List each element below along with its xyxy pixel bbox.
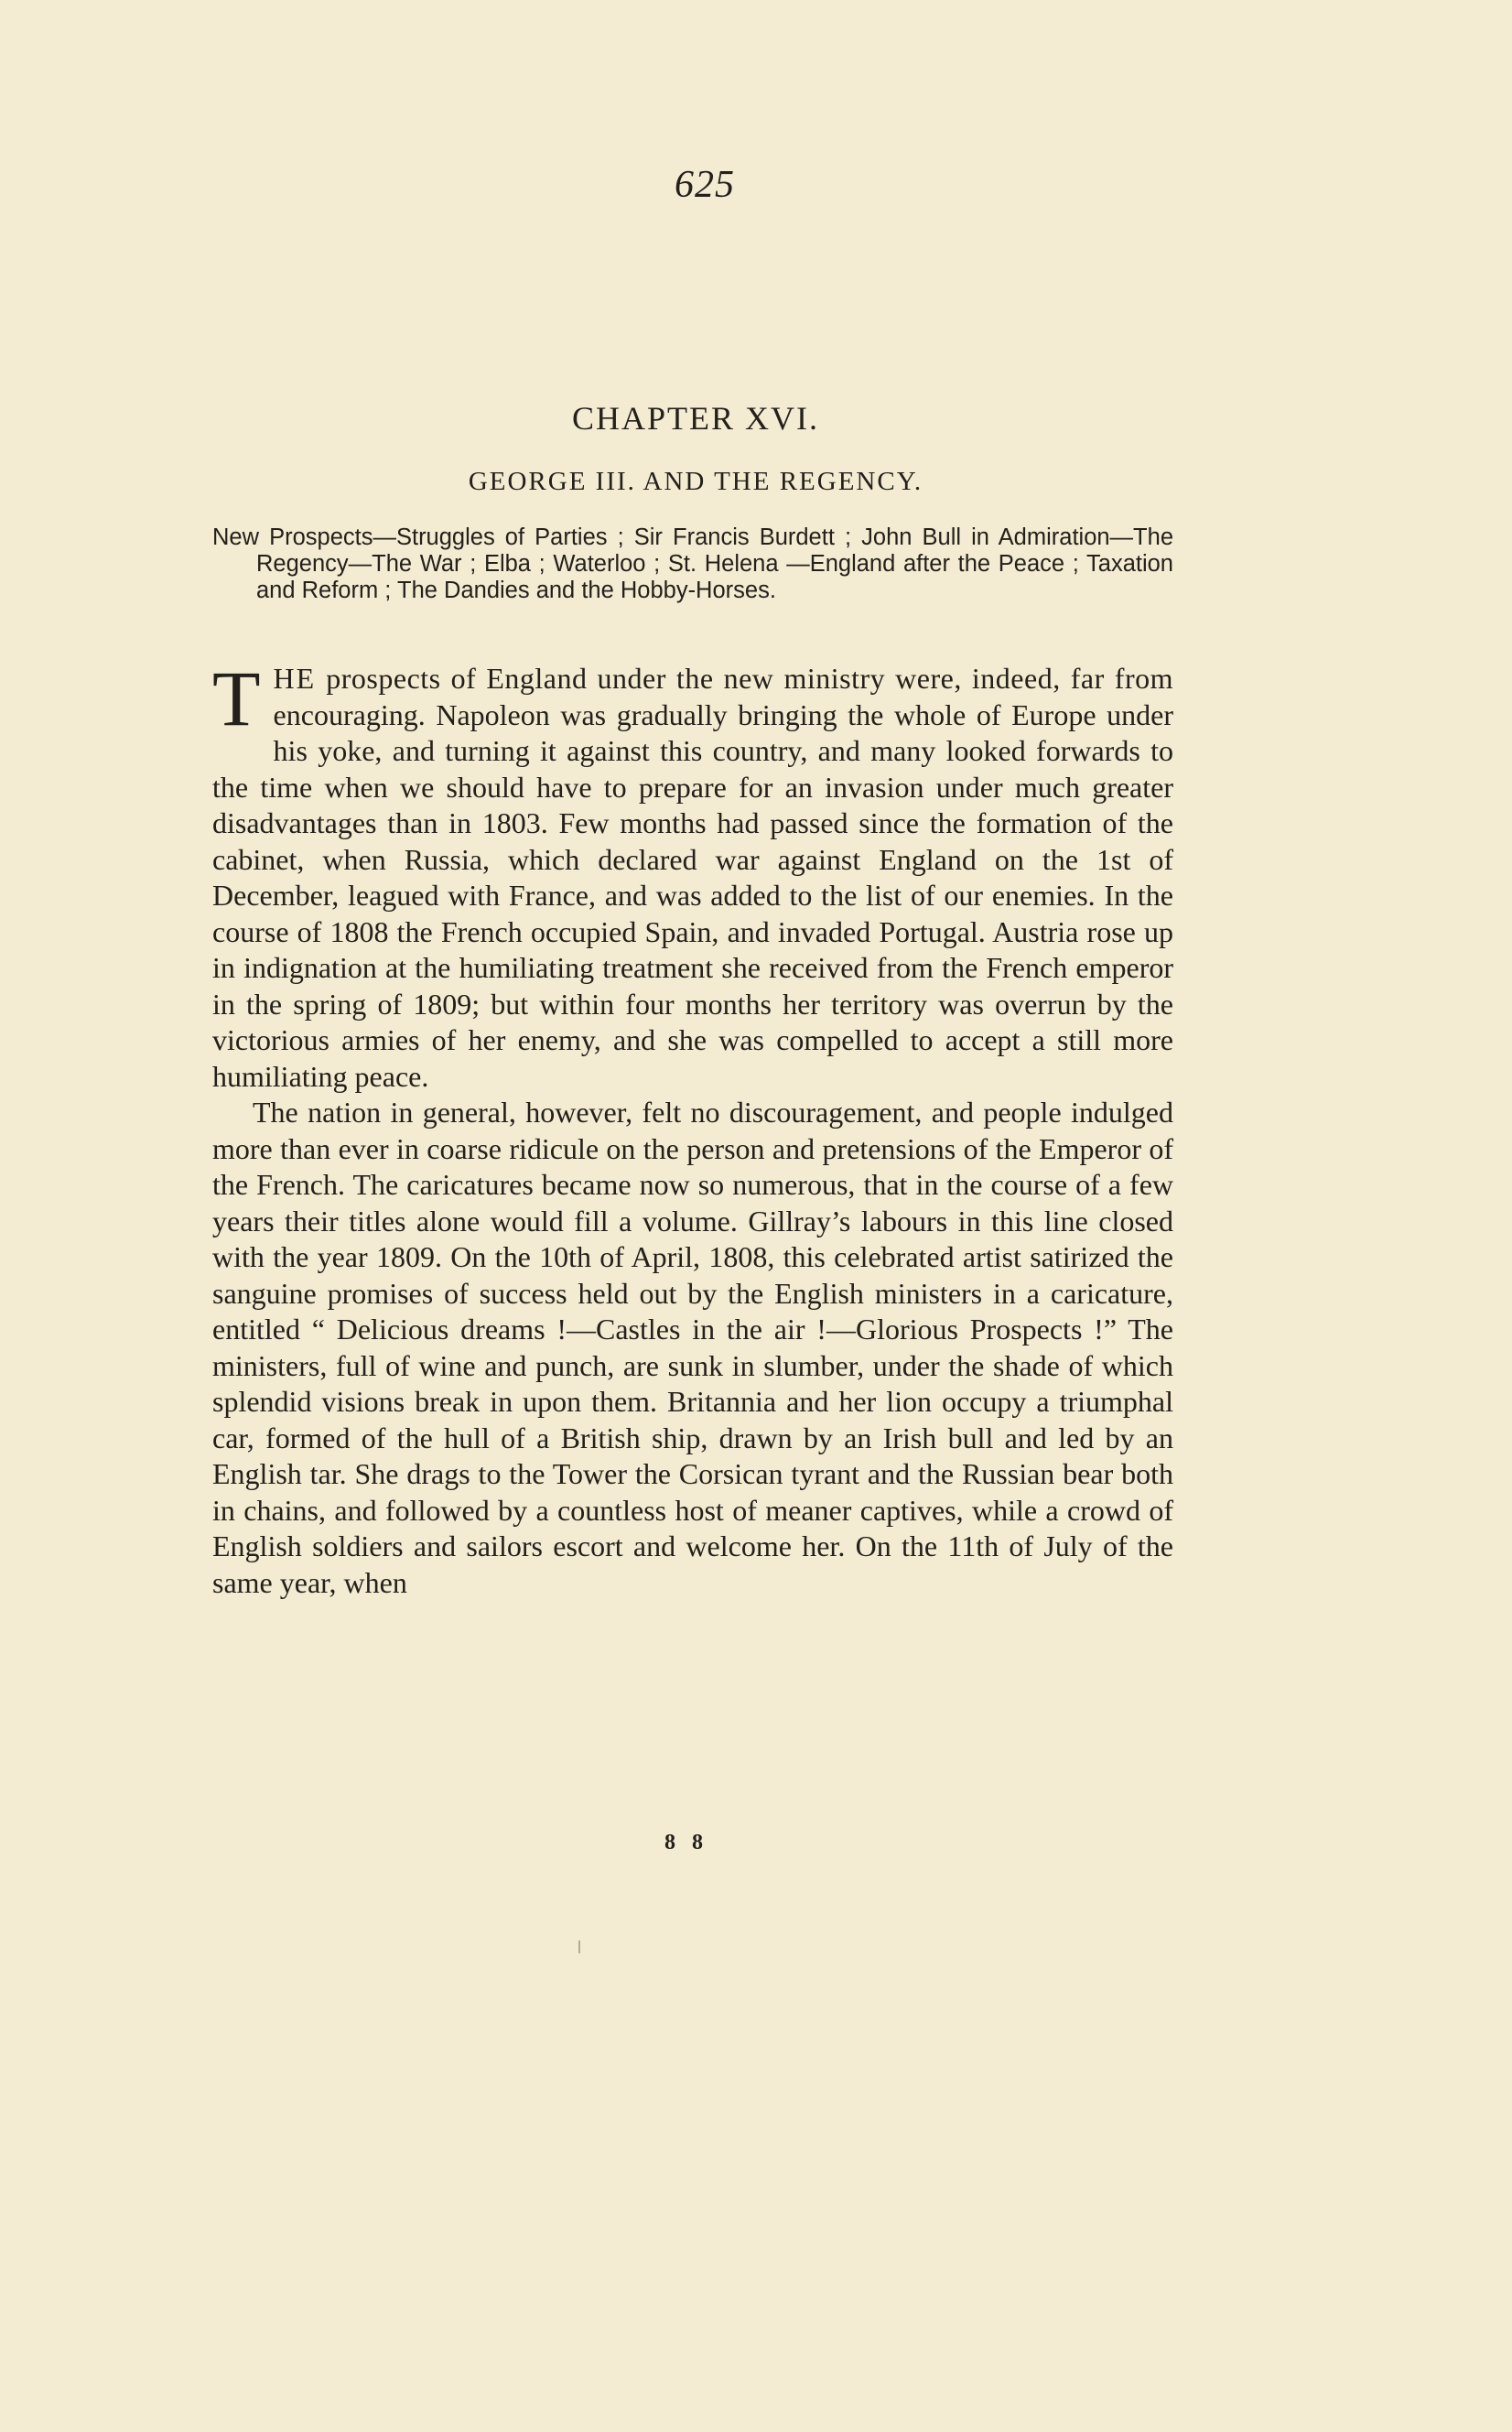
drop-cap: T (212, 654, 261, 742)
paragraph-1-text: prospects of England under the new ministry were, indeed, far from encouraging. Napoleon was gradually bringing the whole of Europe under his yoke, and turning it against this country, and many looked forwards to the time when we should have to prepare for an invasion under much greater disadvantages than in 1803. Few months had passed since the formation of the cabinet, when Russia, which declared war against England on the 1st of December, leagued with France, and was added to the list of our enemies. In the course of 1808 the French occupied Spain, and invaded Portugal. Austria rose up in indignation at the humiliating treatment she received from the French emperor in the spring of 1809; but within four months her territory was overrun by the victorious armies of her enemy, and she was compelled to accept a still more humiliating peace. (212, 662, 1173, 1093)
body-text (212, 654, 1173, 1601)
chapter-title: CHAPTER XVI. (571, 400, 819, 437)
paragraph-2: The nation in general, however, felt no discouragement, and people indulged more than ever in coarse ridicule on the person and pretensions of the Emperor of the French. The caricatures became now so numerous, that in the course of a few years their titles alone would fill a volume. Gillray’s labours in this line closed with the year 1809. On the 10th of April, 1808, this celebrated artist satirized the sanguine promises of success held out by the English ministers in a caricature, entitled “ Delicious dreams !—Castles in the air !—Glorious Prospects !” The ministers, full of wine and punch, are sunk in slumber, under the shade of which splendid visions break in upon them. Britannia and her lion occupy a triumphal car, formed of the hull of a British ship, drawn by an Irish bull and led by an English tar. She drags to the Tower the Corsican tyrant and the Russian bear both in chains, and followed by a countless host of meaner captives, while a crowd of English soldiers and sailors escort and welcome her. On the 11th of July of the same year, when (212, 1096, 1173, 1599)
paragraph-1 (212, 654, 1173, 1095)
small-caps-lead: HE (273, 662, 317, 695)
chapter-synopsis: New Prospects—Struggles of Parties ; Sir Francis Burdett ; John Bull in Admiration—The Regency—The War ; Elba ; Waterloo ; St. Helena —England after the Peace ; Taxation and Reform ; The Dandies and the Hobby-Horses. (212, 524, 1173, 603)
chapter-subtitle: GEORGE III. AND THE REGENCY. (468, 467, 923, 496)
page-number: 625 (675, 164, 735, 206)
paper-speck (578, 1940, 580, 1953)
signature-mark: 8 8 (664, 1831, 708, 1854)
